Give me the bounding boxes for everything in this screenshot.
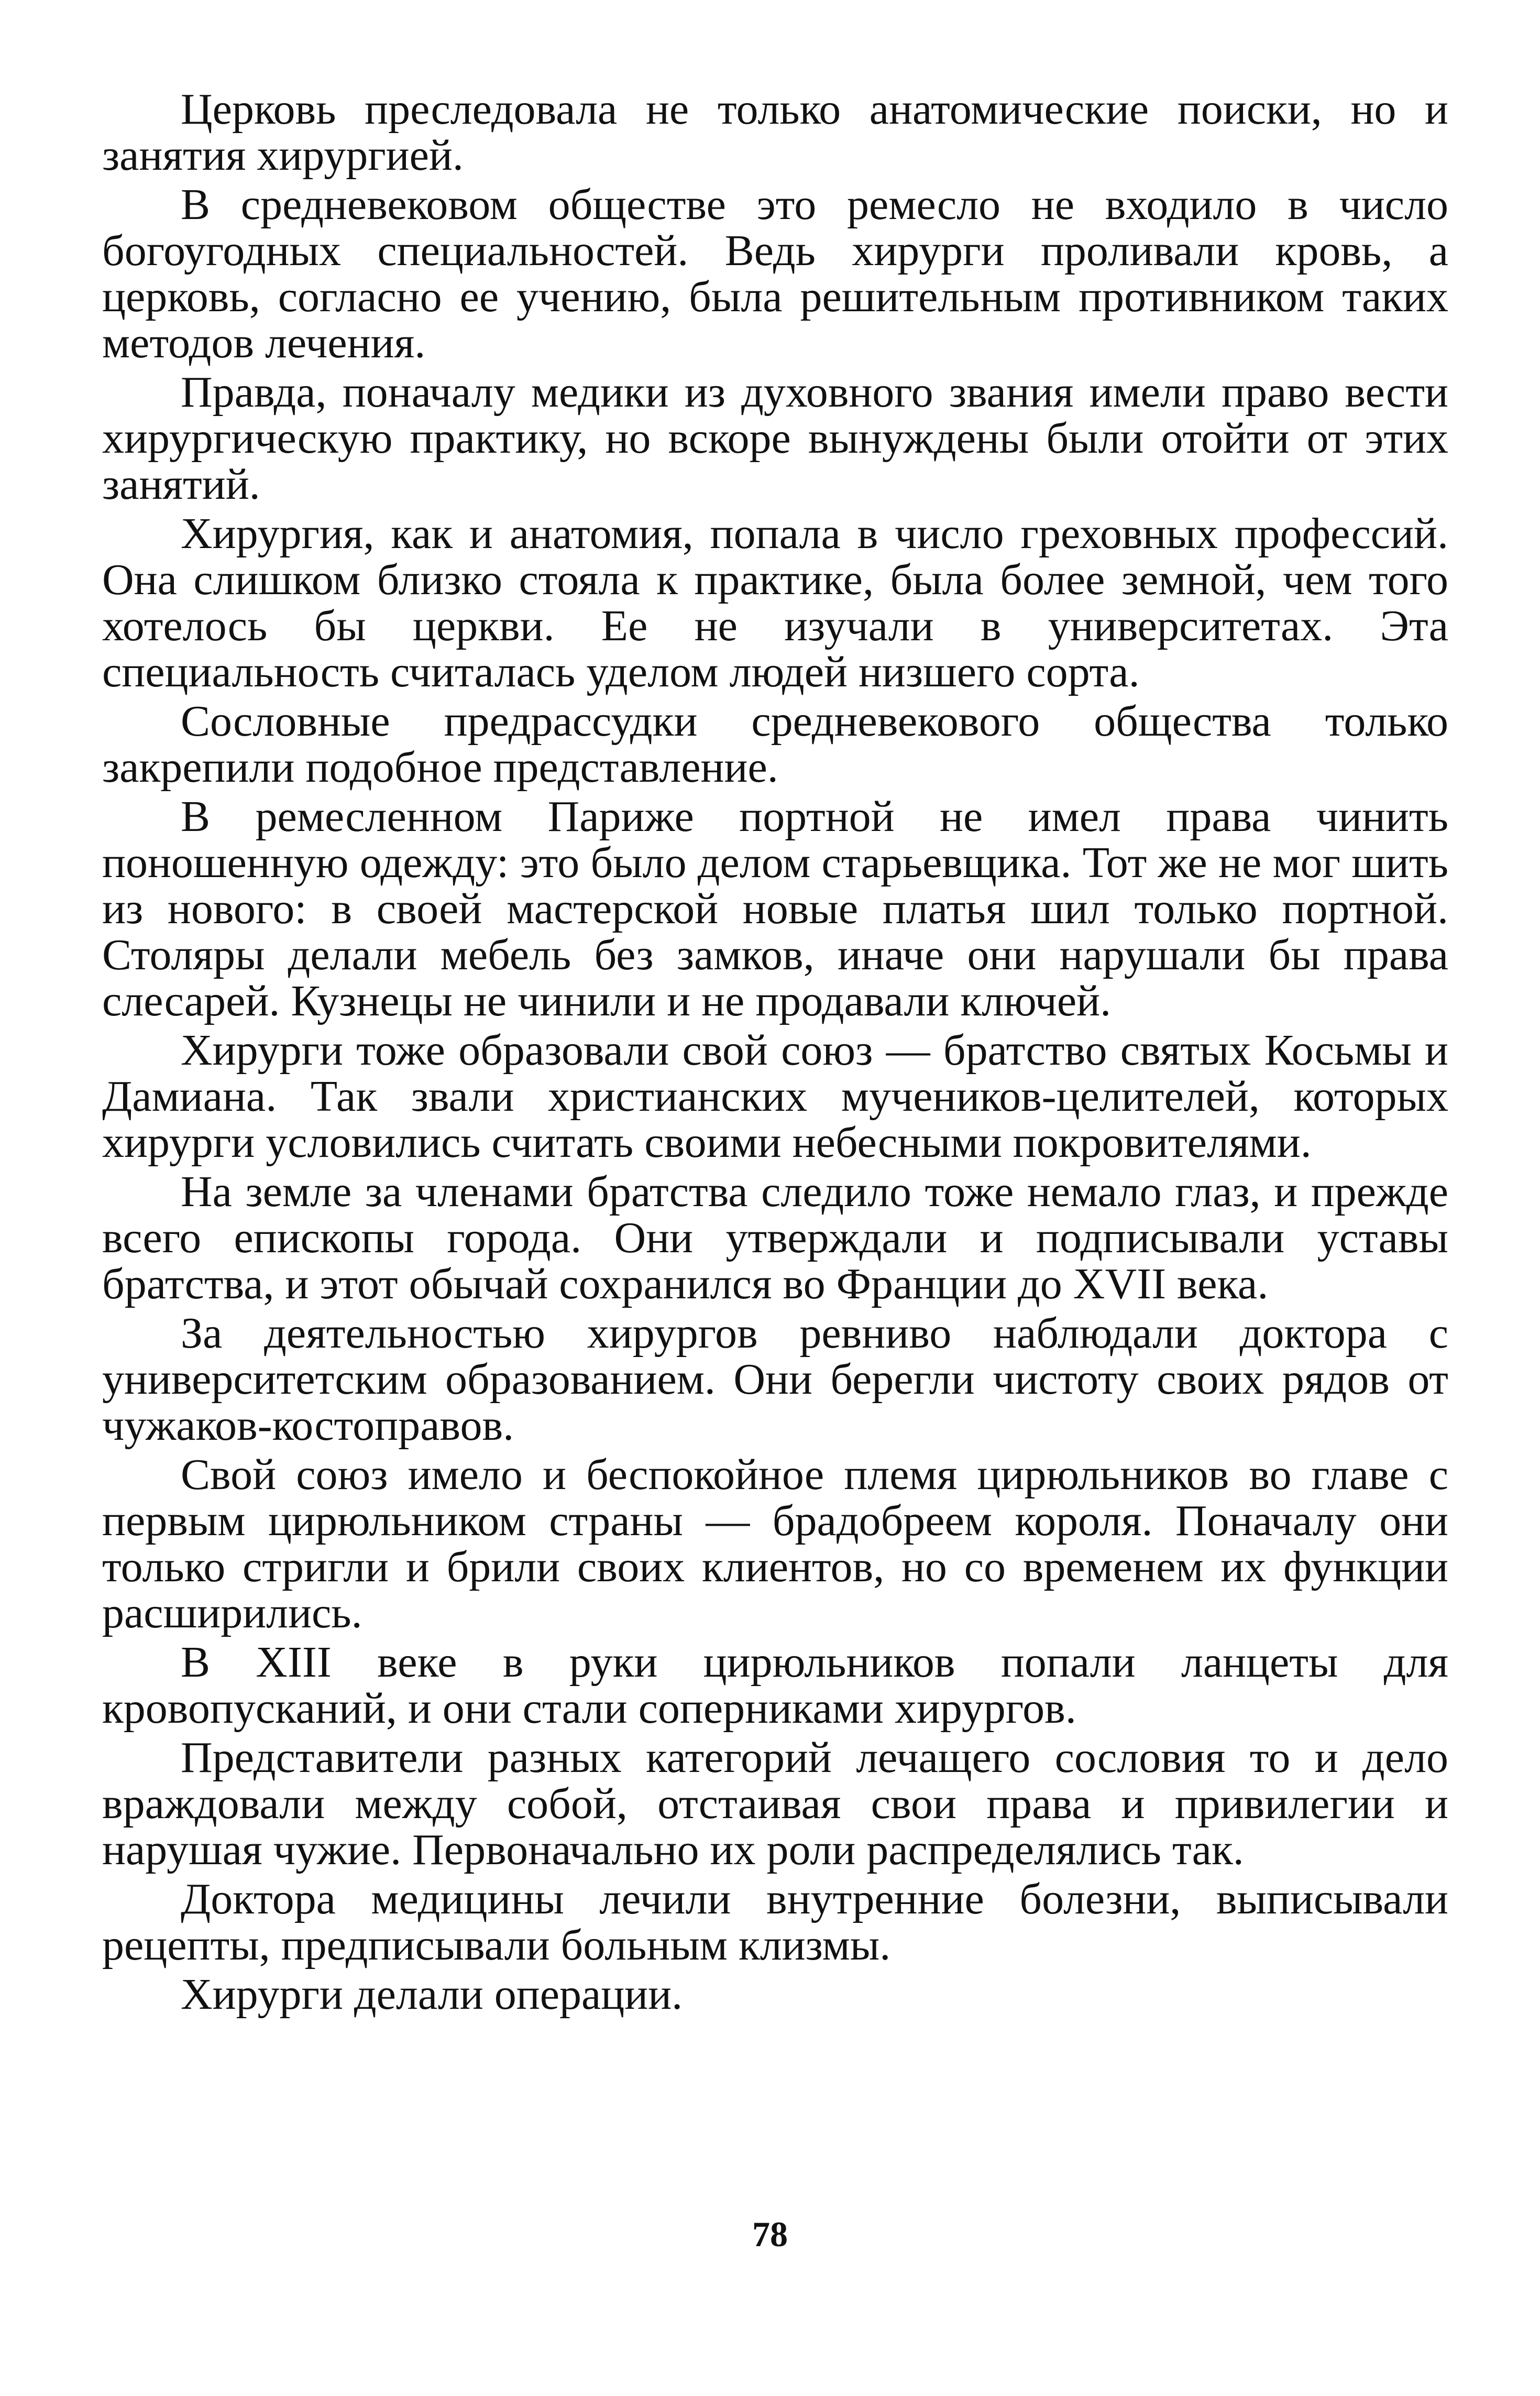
paragraph: Доктора медицины лечили внутренние болезни, выписывали рецепты, предписывали больным клизмы. [102, 1875, 1448, 1970]
paragraph: На земле за членами братства следило тоже немало глаз, и прежде всего епископы города. Они утверждали и подписывали уставы братства, и этот обычай сохранился во Франции до XVII века. [102, 1167, 1448, 1308]
page-body [102, 86, 1448, 2021]
paragraph: Сословные предрассудки средневекового общества только закрепили подобное представление. [102, 697, 1448, 792]
paragraph: В XIII веке в руки цирюльников попали ланцеты для кровопусканий, и они стали соперниками хирургов. [102, 1638, 1448, 1733]
page-number: 78 [752, 2214, 788, 2254]
paragraph: Хирургия, как и анатомия, попала в число греховных профессий. Она слишком близко стояла к практике, была более земной, чем того хотелось бы церкви. Ее не изучали в университетах. Эта специальность считалась уделом людей низшего сорта. [102, 509, 1448, 696]
paragraph: Представители разных категорий лечащего сословия то и дело враждовали между собой, отстаивая свои права и привилегии и нарушая чужие. Первоначально их роли распределялись так. [102, 1733, 1448, 1874]
paragraph: Правда, поначалу медики из духовного звания имели право вести хирургическую практику, но вскоре вынуждены были отойти от этих занятий. [102, 368, 1448, 509]
paragraph: В средневековом обществе это ремесло не входило в число богоугодных специальностей. Ведь хирурги проливали кровь, а церковь, согласно ее учению, была решительным противником таких методов лечения. [102, 180, 1448, 367]
paragraph: Хирурги делали операции. [181, 1970, 683, 2019]
paragraph: Свой союз имело и беспокойное племя цирюльников во главе с первым цирюльником страны — брадобреем короля. Поначалу они только стригли и брили своих клиентов, но со временем их функции расширились. [102, 1450, 1448, 1637]
paragraph: Хирурги тоже образовали свой союз — братство святых Косьмы и Дамиана. Так звали христианских мучеников-целителей, которых хирурги условились считать своими небесными покровителями. [102, 1026, 1448, 1167]
paragraph: В ремесленном Париже портной не имел права чинить поношенную одежду: это было делом старьевщика. Тот же не мог шить из нового: в своей мастерской новые платья шил только портной. Столяры делали мебель без замков, иначе они нарушали бы права слесарей. Кузнецы не чинили и не продавали ключей. [102, 792, 1448, 1025]
paragraph: Церковь преследовала не только анатомические поиски, но и занятия хирургией. [102, 85, 1448, 180]
paragraph: За деятельностью хирургов ревниво наблюдали доктора с университетским образованием. Они берегли чистоту своих рядов от чужаков-костоправов. [102, 1309, 1448, 1450]
